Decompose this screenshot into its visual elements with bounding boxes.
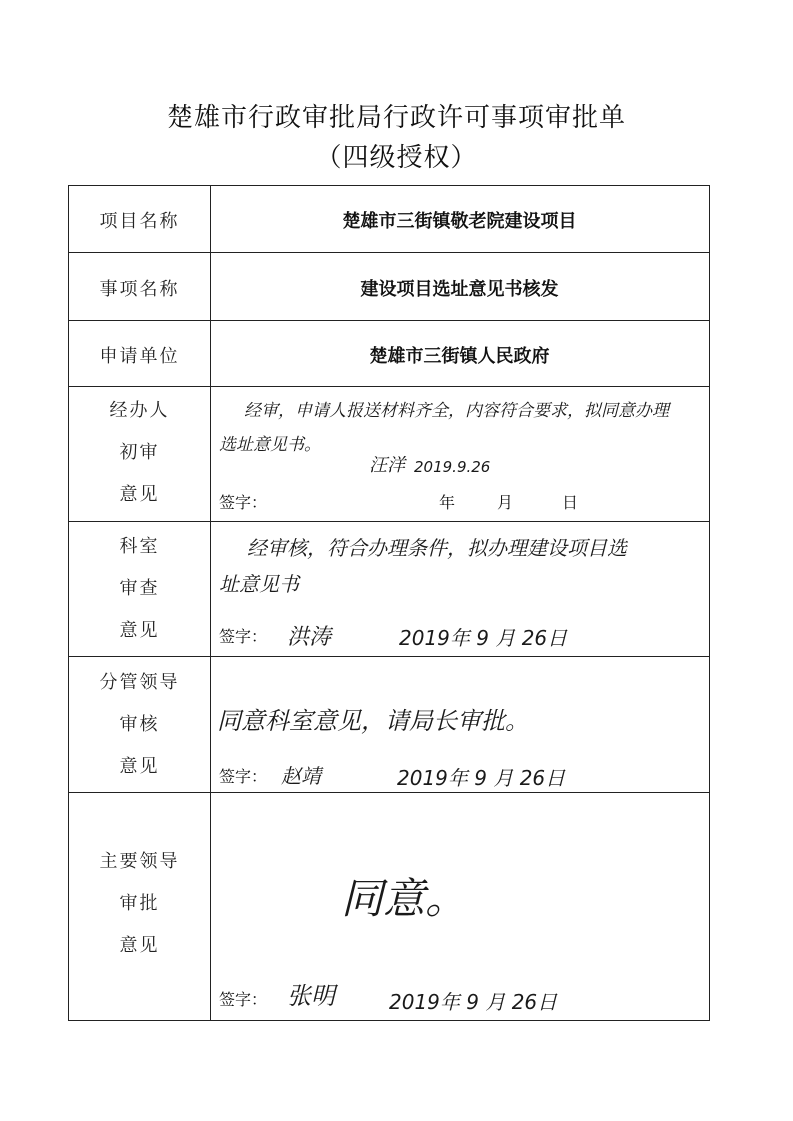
section-signature: 洪涛 xyxy=(287,625,332,650)
section-date: 2019年 9 月 26日 xyxy=(399,626,568,650)
deputy-signature: 赵靖 xyxy=(281,764,321,788)
form-subtitle: （四级授权） xyxy=(315,143,478,173)
applicant-value: 楚雄市三街镇人民政府 xyxy=(369,346,550,367)
row-divider xyxy=(69,792,709,793)
handler-sign-label: 签字： xyxy=(219,493,268,512)
handler-opinion-line1: 经审，申请人报送材料齐全，内容符合要求，拟同意办理 xyxy=(244,401,669,421)
section-opinion-label: 科室 审查 意见 xyxy=(119,536,160,641)
column-divider xyxy=(210,186,211,1020)
handler-opinion-line2: 选址意见书。 xyxy=(219,435,321,455)
form-title: 楚雄市行政审批局行政许可事项审批单 xyxy=(166,103,626,133)
project-name-label: 项目名称 xyxy=(99,211,180,232)
applicant-label: 申请单位 xyxy=(99,346,180,367)
head-date: 2019年 9 月 26日 xyxy=(389,990,558,1014)
deputy-opinion-label: 分管领导 审核 意见 xyxy=(99,672,180,777)
head-signature: 张明 xyxy=(287,982,335,1010)
handler-opinion-label: 经办人 初审 意见 xyxy=(109,400,170,505)
row-divider xyxy=(69,252,709,253)
deputy-opinion: 同意科室意见，请局长审批。 xyxy=(217,707,529,735)
handler-date-written: 2019.9.26 xyxy=(414,458,491,476)
row-divider xyxy=(69,386,709,387)
row-divider xyxy=(69,521,709,522)
approval-form-table xyxy=(68,185,710,1021)
deputy-sign-label: 签字： xyxy=(219,767,268,786)
row-divider xyxy=(69,320,709,321)
section-opinion-line1: 经审核，符合办理条件，拟办理建设项目选 xyxy=(247,536,627,560)
handler-month-label: 月 xyxy=(497,493,514,512)
head-opinion: 同意。 xyxy=(341,874,468,923)
row-divider xyxy=(69,656,709,657)
deputy-date: 2019年 9 月 26日 xyxy=(397,766,566,790)
head-opinion-label: 主要领导 审批 意见 xyxy=(99,851,180,956)
section-opinion-line2: 址意见书 xyxy=(219,572,299,596)
section-sign-label: 签字： xyxy=(219,627,268,646)
project-name-value: 楚雄市三街镇敬老院建设项目 xyxy=(342,211,577,232)
handler-signature: 汪洋 xyxy=(369,455,405,476)
head-sign-label: 签字： xyxy=(219,990,268,1009)
handler-day-label: 日 xyxy=(562,493,579,512)
item-name-label: 事项名称 xyxy=(99,279,180,300)
item-name-value: 建设项目选址意见书核发 xyxy=(360,279,559,300)
handler-year-label: 年 xyxy=(439,493,456,512)
